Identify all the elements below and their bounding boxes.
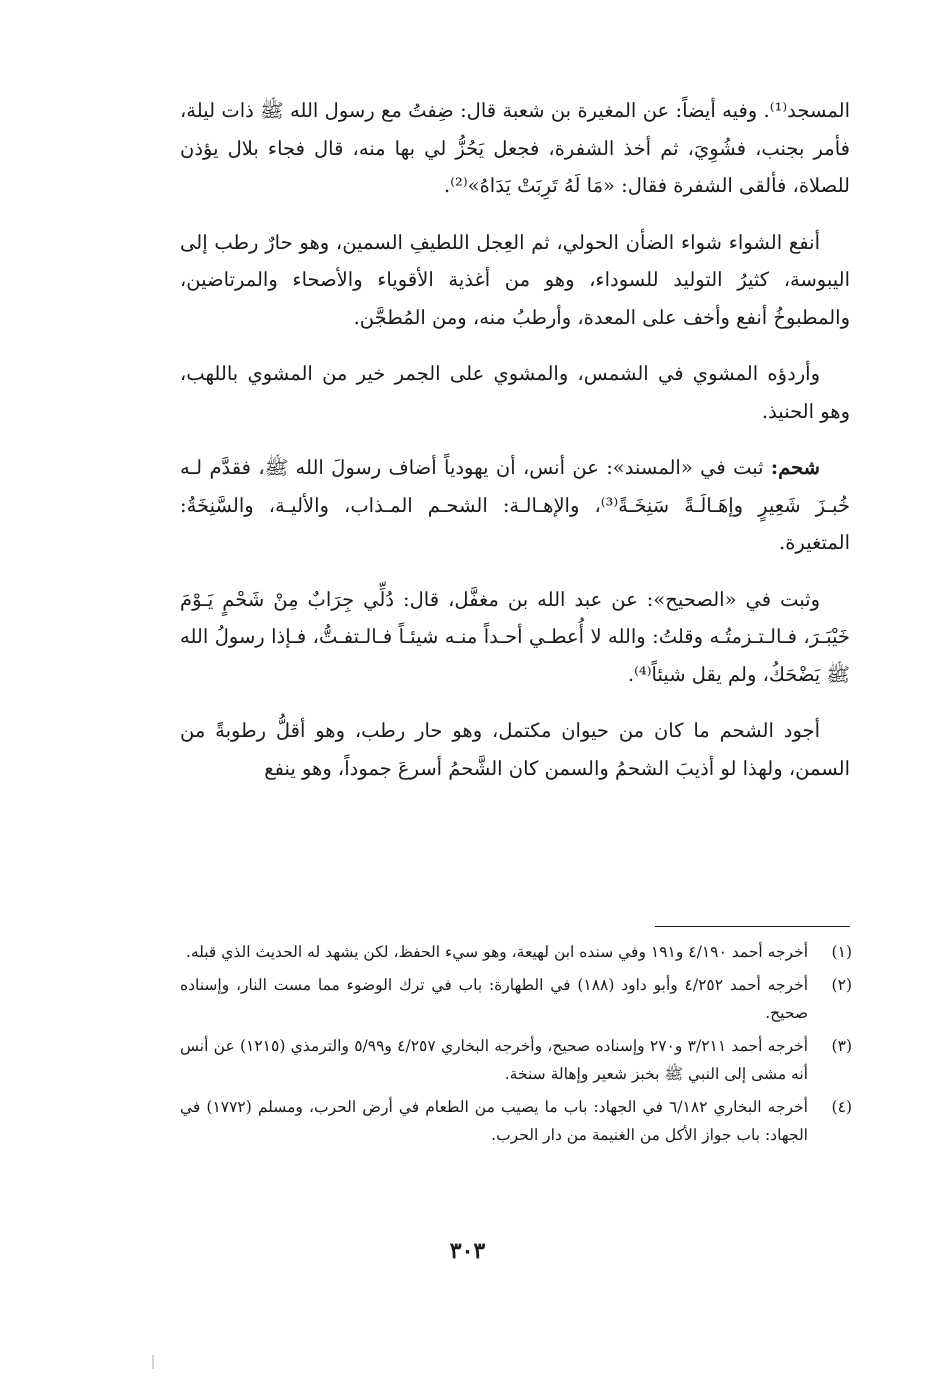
footnote-text: أخرجه أحمد ٣/٢١١ و٢٧٠ وإسناده صحيح، وأخرجه البخاري ٤/٢٥٧ و٥/٩٩ والترمذي (١٢١٥) عن أنس أنه مشى إلى النبي ﷺ بخبز شعير وإهالة سنخة.	[180, 1037, 809, 1083]
footnote-item	[180, 1032, 852, 1088]
scan-mark	[152, 1355, 154, 1369]
footnote-text: أخرجه البخاري ٦/١٨٢ في الجهاد: باب ما يصيب من الطعام في أرض الحرب، ومسلم (١٧٧٢) في الجهاد: باب جواز الأكل من الغنيمة من دار الحرب.	[180, 1098, 808, 1144]
footnote-number: (١)	[831, 943, 852, 961]
footnote-separator-rule	[655, 926, 850, 927]
footnote-item	[180, 1093, 852, 1149]
footnote-number: (٢)	[831, 976, 852, 994]
paragraph-sahih-hadith: وثبت في «الصحيح»: عن عبد الله بن مغفَّل، قال: دُلِّي جِرَابٌ مِنْ شَحْمٍ يَـوْمَ خَيْبَـرَ، فـالـتـزمتُـه وقلتُ: والله لا أُعطـي أحـداً منـه شيئـاً فـالـتفـتُّ، فـإذا رسولُ الله ﷺ يَضْحَكُ، ولم يقل شيئاً⁽⁴⁾.	[180, 587, 850, 686]
paragraph-best-roast: أنفع الشواء شواء الضأن الحولي، ثم العِجل اللطيفِ السمين، وهو حارٌ رطب إلى اليبوسة، كثيرُ التوليد للسوداء، وهو من أغذية الأقوياء والأصحاء والمرتاضين، والمطبوخُ أنفع وأخف على المعدة، وأرطبُ منه، ومن المُطجَّن.	[180, 230, 850, 329]
entry-term-fat: شحم:	[770, 456, 820, 479]
footnotes-section	[180, 938, 852, 1154]
footnote-item	[180, 971, 852, 1027]
fat-entry-text: ثبت في «المسند»: عن أنس، أن يهودياً أضاف رسولَ الله ﷺ، فقدَّم لـه خُبـزَ شَعِيرٍ وإهَـالَـةً سَنِخَـةً⁽³⁾، والإهـالـة: الشحـم المـذاب، والأليـة، والسَّنِخَةُ: المتغيرة.	[180, 456, 850, 554]
footnote-text: أخرجه أحمد ٤/١٩٠ و١٩١ وفي سنده ابن لهيعة، وهو سيء الحفظ، لكن يشهد له الحديث الذي قبله.	[185, 943, 808, 961]
paragraph-worst-roast: وأردؤه المشوي في الشمس، والمشوي على الجمر خير من المشوي باللهب، وهو الحنيذ.	[180, 362, 850, 423]
footnote-item	[180, 938, 852, 966]
footnote-text: أخرجه أحمد ٤/٢٥٢ وأبو داود (١٨٨) في الطهارة: باب في ترك الوضوء مما مست النار، وإسناده صحيح.	[180, 976, 808, 1022]
paragraph-best-fat: أجود الشحم ما كان من حيوان مكتمل، وهو حار رطب، وهو أقلُّ رطوبةً من السمن، ولهذا لو أذيبَ الشحمُ والسمن كان الشَّحمُ أسرعَ جموداً، وهو ينفع	[180, 719, 850, 780]
page-number: ٣٠٣	[449, 1238, 486, 1264]
footnote-number: (٤)	[831, 1098, 852, 1116]
footnote-number: (٣)	[831, 1037, 852, 1055]
main-text-body	[180, 92, 850, 806]
paragraph-continuation: المسجد⁽¹⁾. وفيه أيضاً: عن المغيرة بن شعبة قال: ضِفتُ مع رسول الله ﷺ ذات ليلة، فأمر بجنب، فشُوِيَ، ثم أخذ الشفرة، فجعل يَحُزُّ لي بها منه، قال فجاء بلال يؤذن للصلاة، فألقى الشفرة فقال: «مَا لَهُ تَرِبَتْ يَدَاهُ»⁽²⁾.	[180, 99, 850, 197]
paragraph-fat-entry	[180, 449, 850, 562]
